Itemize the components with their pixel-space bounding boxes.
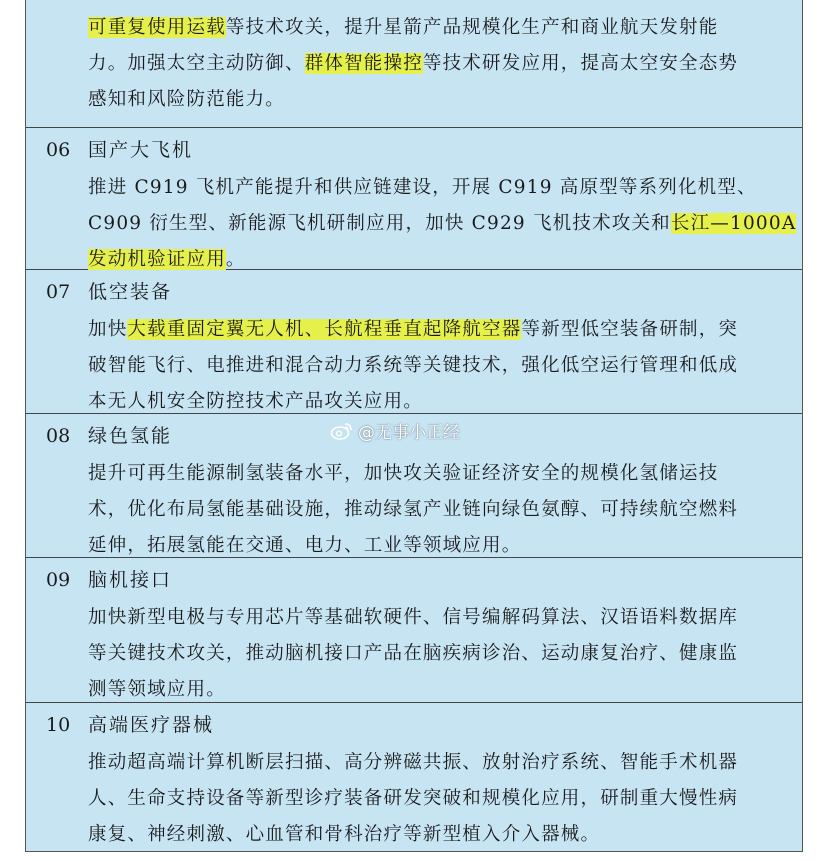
body-line <box>88 175 757 201</box>
body-text: 康复、神经刺激、心血管和骨科治疗等新型植入介入器械。 <box>88 824 601 845</box>
watermark <box>330 418 460 443</box>
body-line <box>88 497 738 523</box>
row-number: 10 <box>46 714 71 736</box>
body-text: 力。加强太空主动防御、 <box>88 53 305 74</box>
table-row <box>26 558 802 703</box>
row-title: 国产大飞机 <box>88 139 194 161</box>
body-line <box>88 211 796 237</box>
body-line <box>88 533 521 559</box>
table-row <box>26 128 802 270</box>
body-text: 破智能飞行、电推进和混合动力系统等关键技术，强化低空运行管理和低成 <box>88 355 739 376</box>
highlighted-text: 可重复使用运载 <box>88 17 226 38</box>
body-text: 术，优化布局氢能基础设施，推动绿氢产业链向绿色氨醇、可持续航空燃料 <box>88 499 739 520</box>
row-title: 低空装备 <box>88 281 173 303</box>
watermark-text: @无事小正经 <box>358 423 460 443</box>
body-text: 感知和风险防范能力。 <box>88 89 286 110</box>
body-line <box>88 677 226 703</box>
body-text: 等新型低空装备研制，突 <box>521 319 739 340</box>
row-title: 绿色氢能 <box>88 425 173 447</box>
row-title: 脑机接口 <box>88 569 173 591</box>
body-text: 。 <box>225 249 246 270</box>
body-line <box>88 353 738 379</box>
body-text: 等技术攻关，提升星箭产品规模化生产和商业航天发射能 <box>225 17 719 38</box>
body-text: 推进 C919 飞机产能提升和供应链建设，开展 C919 高原型等系列化机型、 <box>88 177 757 198</box>
body-line <box>88 605 738 631</box>
body-text: 加快新型电极与专用芯片等基础软硬件、信号编解码算法、汉语语料数据库 <box>88 607 739 628</box>
body-line <box>88 822 600 848</box>
table-row <box>26 0 802 128</box>
body-line <box>88 750 738 776</box>
body-text: 提升可再生能源制氢装备水平，加快攻关验证经济安全的规模化氢储运技 <box>88 463 719 484</box>
body-text: 人、生命支持设备等新型诊疗装备研发突破和规模化应用，研制重大慢性病 <box>88 788 739 809</box>
body-text: 加快 <box>88 319 128 340</box>
row-title: 高端医疗器械 <box>88 714 215 736</box>
body-line <box>88 87 285 113</box>
body-line <box>88 389 423 415</box>
table-row <box>26 270 802 414</box>
body-text: 测等领域应用。 <box>88 679 226 700</box>
body-text: 推动超高端计算机断层扫描、高分辨磁共振、放射治疗系统、智能手术机器 <box>88 752 739 773</box>
body-text: 本无人机安全防控技术产品攻关应用。 <box>88 391 423 412</box>
body-text: 延伸，拓展氢能在交通、电力、工业等领域应用。 <box>88 535 522 556</box>
body-line <box>88 51 738 77</box>
highlighted-text: 发动机验证应用 <box>88 249 226 270</box>
weibo-icon <box>330 421 354 441</box>
body-text: C909 衍生型、新能源飞机研制应用，加快 C929 飞机技术攻关和 <box>88 213 671 234</box>
body-line <box>88 786 738 812</box>
highlighted-text: 大载重固定翼无人机、长航程垂直起降航空器 <box>127 319 522 340</box>
highlighted-text: 群体智能操控 <box>304 53 423 74</box>
row-number: 09 <box>46 569 71 591</box>
highlighted-text: 长江—1000A <box>670 213 797 234</box>
body-line <box>88 317 738 343</box>
body-line <box>88 641 738 667</box>
body-line <box>88 461 718 487</box>
row-number: 07 <box>46 281 71 303</box>
row-number: 06 <box>46 139 71 161</box>
table-row <box>26 703 802 852</box>
body-line <box>88 15 718 41</box>
body-text: 等关键技术攻关，推动脑机接口产品在脑疾病诊治、运动康复治疗、健康监 <box>88 643 739 664</box>
row-number: 08 <box>46 425 71 447</box>
body-text: 等技术研发应用，提高太空安全态势 <box>422 53 739 74</box>
